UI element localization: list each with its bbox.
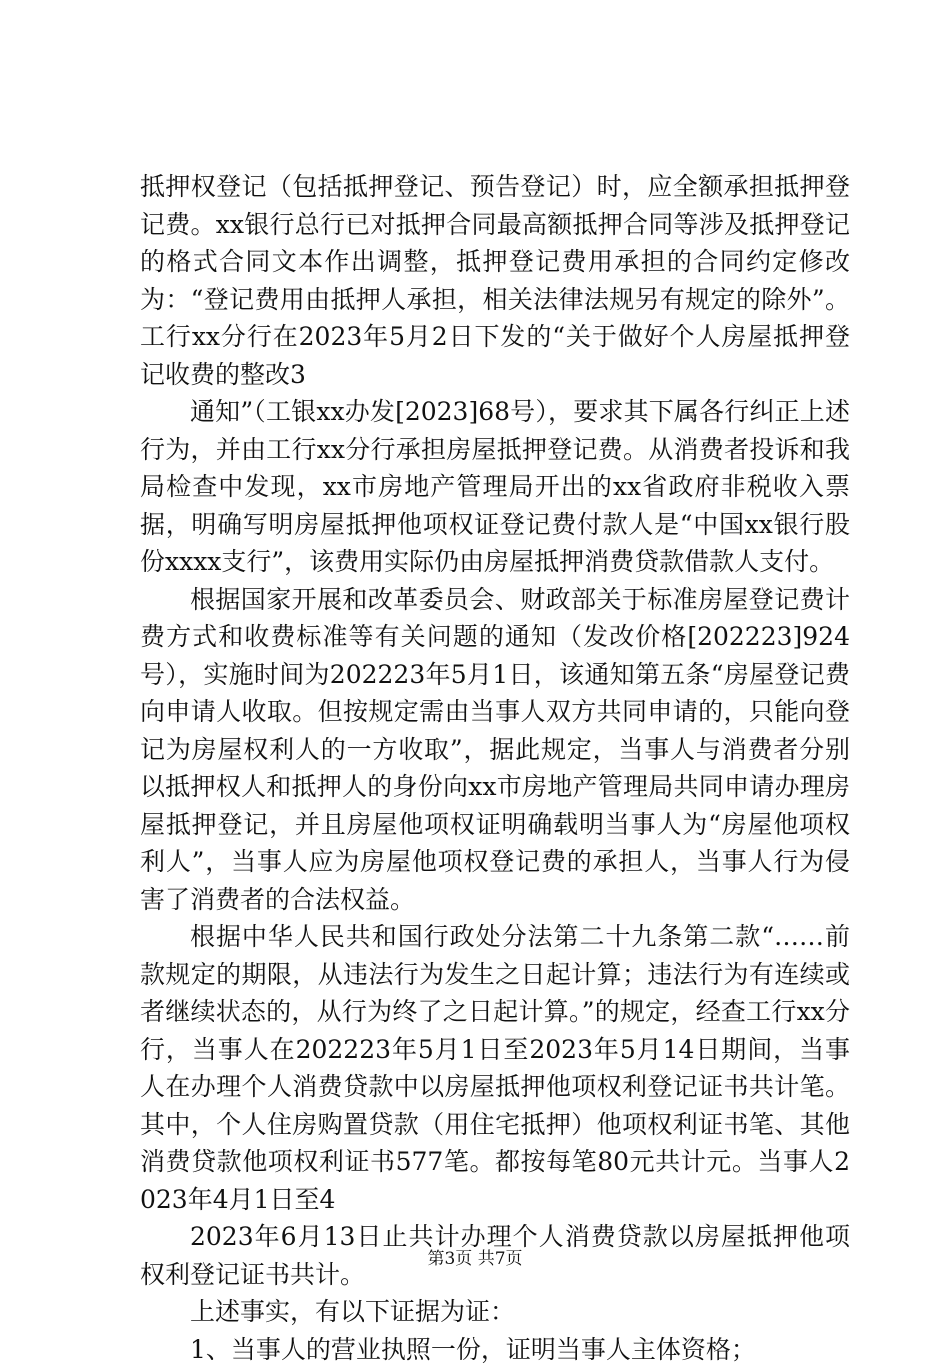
paragraph-penalty-law: 根据中华人民共和国行政处分法第二十九条第二款“……前款规定的期限，从违法行为发生之日起计算；违法行为有连续或者继续状态的，从行为终了之日起计算。”的规定，经查工行xx分行，当事人在202223年5月1日至2023年5月14日期间，当事人在办理个人消费贷款中以房屋抵押他项权利登记证书共计笔。其中，个人住房购置贷款（用住宅抵押）他项权利证书笔、其他消费贷款他项权利证书577笔。都按每笔80元共计元。当事人2023年4月1日至4 [140,918,850,1218]
page-number-footer: 第3页 共7页 [0,1244,950,1269]
paragraph-notice: 通知”（工银xx办发[2023]68号），要求其下属各行纠正上述行为，并由工行xx分行承担房屋抵押登记费。从消费者投诉和我局检查中发现，xx市房地产管理局开出的xx省政府非税收入票据，明确写明房屋抵押他项权证登记费付款人是“中国xx银行股份xxxx支行”，该费用实际仍由房屋抵押消费贷款借款人支付。 [140,393,850,581]
paragraph-evidence-item-1: 1、当事人的营业执照一份，证明当事人主体资格； [140,1331,850,1368]
paragraph-evidence-intro: 上述事实，有以下证据为证： [140,1293,850,1331]
paragraph-continuation: 抵押权登记（包括抵押登记、预告登记）时，应全额承担抵押登记费。xx银行总行已对抵押合同最高额抵押合同等涉及抵押登记的格式合同文本作出调整，抵押登记费用承担的合同约定修改为：“登记费用由抵押人承担，相关法律法规另有规定的除外”。工行xx分行在2023年5月2日下发的“关于做好个人房屋抵押登记收费的整改3 [140,168,850,393]
document-body [140,168,850,1368]
paragraph-regulation: 根据国家开展和改革委员会、财政部关于标准房屋登记费计费方式和收费标准等有关问题的通知（发改价格[202223]924号），实施时间为202223年5月1日，该通知第五条“房屋登记费向申请人收取。但按规定需由当事人双方共同申请的，只能向登记为房屋权利人的一方收取”，据此规定，当事人与消费者分别以抵押权人和抵押人的身份向xx市房地产管理局共同申请办理房屋抵押登记，并且房屋他项权证明确载明当事人为“房屋他项权利人”，当事人应为房屋他项权登记费的承担人，当事人行为侵害了消费者的合法权益。 [140,581,850,919]
paragraph-total: 2023年6月13日止共计办理个人消费贷款以房屋抵押他项权利登记证书共计。 [140,1218,850,1293]
